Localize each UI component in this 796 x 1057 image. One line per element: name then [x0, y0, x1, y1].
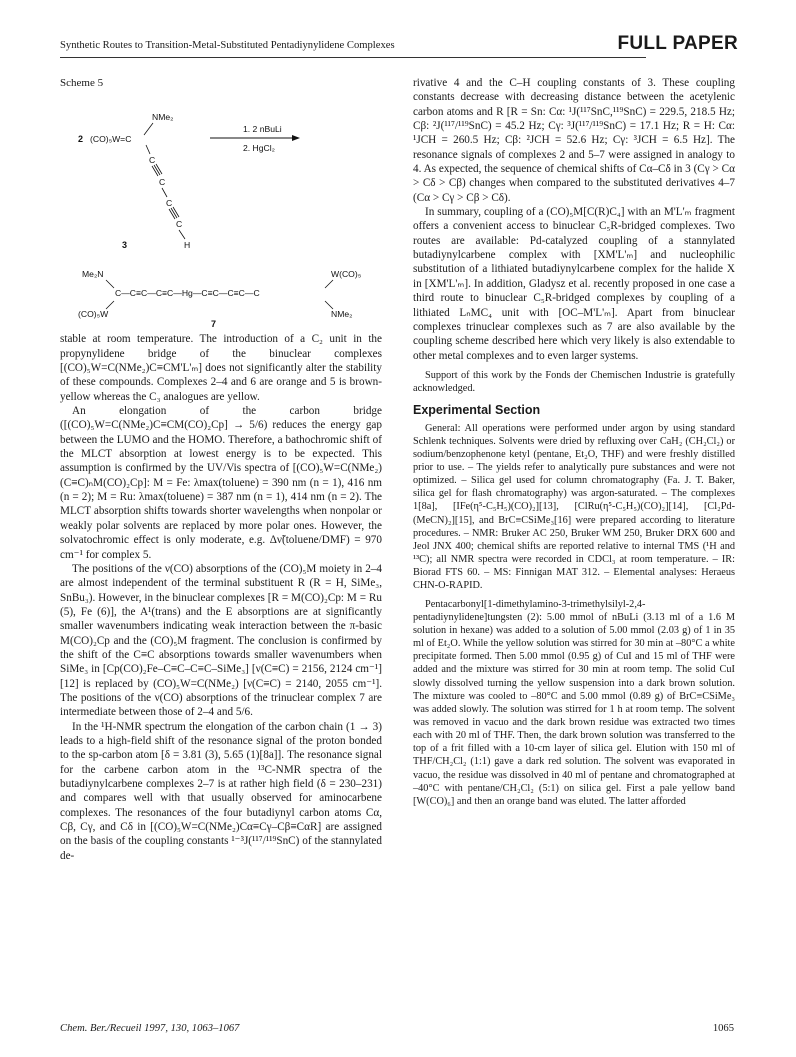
bond-2c	[156, 164, 162, 174]
reactant-nme2: NMe₂	[152, 112, 174, 123]
page-number: 1065	[712, 1023, 734, 1034]
product-left-w: (CO)₅W	[78, 309, 109, 320]
bond-2	[152, 166, 158, 176]
right-paragraph-2: In summary, coupling of a (CO)₅M[C(R)C₄] with an M'L'ₘ fragment offers a convenient access to binuclear C₅R-bridged complexes. Two routes are available: Pd-catalyzed coupling of a stannylated butadiynylcarbene complex with [XM'L'ₘ] and nucleophilic substitution of a lithiated butadiynylcarbene complex for the halide X in [XM'L'ₘ]. In addition, Gladysz et al. recently proposed in one case a third route to binuclear C₅R-bridged complexes by coupling of a lithiated LₙMC₄ unit with [OC–M'L'ₘ]. Apart from binuclear complexes trinuclear complexes such as 7 are also available by the coupling scheme described here which very likely is also extendable to other metal complexes and to even larger systems.	[413, 206, 735, 362]
product-right-w: W(CO)₅	[331, 269, 362, 280]
left-paragraph-4: In the ¹H-NMR spectrum the elongation of the carbon chain (1 → 3) leads to a high-field shift of the resonance signal of the proton bonded to the sp-carbon atom [δ = 3.81 (3), 5.65 (1)[8a]]. The resonance signal for the carbene carbon atom in the ¹³C-NMR spectra of the butadiynylcarbene complexes 2–7 is at rather high field (δ = 230–231) and compares well with that usually observed for aminocarbene complexes. The resonances of the four butadiynyl carbon atoms Cα, Cβ, Cγ, and Cδ in [(CO)₅W=C(NMe₂)Cα≡Cγ–Cβ≡CαR] are assigned on the basis of the coupling constants ¹⁻³J(¹¹⁷/¹¹⁹SnC) of the stannylated de-	[60, 720, 382, 862]
left-paragraph-2: An elongation of the carbon bridge ([(CO)₅W=C(NMe₂)C≡CM(CO)₂Cp] → 5/6) reduces the energy gap between the LUMO and the HOMO. Therefore, a bathochromic shift of the MLCT absorption at lowest energy is to be expected. This assumption is confirmed by the UV/Vis spectra of [(CO)₅W=C(NMe₂)(C≡C)ₙM(CO)₂Cp]: M = Fe: λmax(toluene) = 390 nm (n = 1), 416 nm (n = 2); M = Ru: λmax(toluene) = 387 nm (n = 1), 414 nm (n = 2). The MLCT absorption shifts towards shorter wavelengths when nonpolar or weakly polar solvents are replaced by more polar ones. However, the solvatochromic effect is only moderate, e.g. Δν̃(toluene/DMF) = 970 cm⁻¹ for complex 5.	[60, 405, 382, 561]
product-right-nme2: NMe₂	[331, 309, 353, 320]
chain-c1: C	[149, 155, 156, 166]
bond-4c	[173, 207, 179, 217]
scheme-5-figure	[60, 92, 382, 332]
bond-4	[169, 209, 175, 219]
left-paragraph-1: stable at room temperature. The introduction of a C₂ unit in the propynylidene bridge of the binuclear complexes [(CO)₅W=C(NMe₂)C≡CM'L'ₘ] does not significantly alter the stability of these compounds. Complexes 2–4 and 6 are orange and 5 is brown-yellow whereas the C₃ analogues are yellow.	[60, 333, 382, 403]
product-bond-w2	[325, 280, 333, 288]
reactant-formula: (CO)₅W=C	[90, 134, 132, 145]
journal-citation: Chem. Ber./Recueil 1997, 130, 1063–1067	[60, 1023, 240, 1034]
header-rule	[60, 57, 646, 58]
reagent-step-2: 2. HgCl₂	[243, 143, 275, 154]
chain-c2: C	[159, 177, 166, 188]
product-chain: C—C≡C—C≡C—Hg—C≡C—C≡C—C	[115, 288, 260, 299]
product-bond-w	[106, 301, 114, 309]
arrow-head	[292, 135, 300, 141]
experimental-general: General: All operations were performed under argon by using standard Schlenk techniques. Solvents were dried by refluxing over CaH₂ (CH₂Cl₂) or sodium/benzophenone ketyl (pentane, Et₂O, THF) and were freshly distilled prior to use. – The yields refer to analytically pure substances and were not optimized. – Silica gel used for column chromatography (Fa. J. T. Baker, silica gel for flash chromatography) was argon-saturated. – The complexes 1[8a], [IFe(η⁵-C₅H₅)(CO)₂][13], [ClRu(η⁵-C₅H₅)(CO)₂][14], [Cl₂Pd-(MeCN)₂][15], and BrC≡CSiMe₃[16] were prepared according to literature procedures. – NMR: Bruker AC 250, Bruker WM 250, Bruker DRX 600 and Jeol JNX 400; chemical shifts are reported relative to internal TMS (¹H and ¹³C); all NMR spectra were recorded in CDCl₃ at room temperature. – IR: Biorad FTS 60. – MS: Finnigan MAT 312. – Elemental analyses: Heraeus CHN-O-RAPID.	[413, 422, 735, 592]
compound-7-label: 7	[211, 319, 217, 330]
product-bond-n2	[325, 301, 333, 309]
running-title: Synthetic Routes to Transition-Metal-Substituted Pentadiynylidene Complexes	[60, 40, 395, 51]
bond-4b	[171, 208, 177, 218]
section-label: FULL PAPER	[617, 33, 738, 54]
scheme-label: Scheme 5	[60, 77, 104, 89]
left-paragraph-3: The positions of the ν(CO) absorptions of the (CO)₅M moiety in 2–4 are almost independent of the terminal substituent R (R = H, SiMe₃, SnBu₃). However, in the binuclear complexes [R = M(CO)₂Cp: M = Ru (5), Fe (6)], the A¹(trans) and the E absorptions are at significantly smaller wavenumbers indicating weak interaction between the π-basic M(CO)₂Cp and the (CO)₅M fragment. The conclusion is confirmed by the shift of the C≡C absorptions towards smaller wavenumbers when SiMe₃ in [Cp(CO)₂Fe–C≡C–C≡C–SiMe₃] [ν(C≡C) = 2156, 2124 cm⁻¹][12] is replaced by (CO)₅W=C(NMe₂) [ν(C≡C) = 2140, 2055 cm⁻¹]. The positions of the ν(CO) absorptions of the trinuclear complex 7 are intermediate between those of 2–4 and 5/6.	[60, 562, 382, 719]
chain-c4: C	[176, 219, 183, 230]
reagent-step-1: 1. 2 nBuLi	[243, 124, 282, 135]
experimental-heading: Experimental Section	[413, 403, 541, 418]
experimental-procedure: Pentacarbonyl[1-dimethylamino-3-trimethylsilyl-2,4-pentadiynylidene]tungsten (2): 5.00 mmol of nBuLi (3.13 ml of a 1.6 M solution in hexane) was added to a solution of 5.00 mmol (2.03 g) of 1 in 35 ml of Et₂O. While the yellow solution was stirred for 30 min at –80°C a white precipitate formed. Then 5.00 mmol (0.95 g) of CuI and 15 ml of THF were added and the mixture was stirred for 30 min at room temp. The solid CuI slowly dissolved turning the yellow suspension into a dark brown solution. The mixture was cooled to –80°C and 5.00 mmol (0.89 g) of BrC≡CSiMe₃ was added slowly. The solution was stirred for 1 h at room temp. The solvent was removed in vacuo and the dark brown residue was extracted two times each with 20 ml of THF. Then, the dark brown solution was transferred to the top of a frit filled with a 10-cm layer of silica gel. Elution with 150 ml of THF/CH₂Cl₂ (1:1) gave a dark red solution. The solvent was evaporated in vacuo, the residue was dissolved in 40 ml of pentane and chromatographed at –40°C with pentane/CH₂Cl₂ (5:1) on silica gel. First a pale yellow band [W(CO)₆] and then an orange band was eluted. The latter afforded	[413, 598, 735, 807]
compound-3-label: 3	[122, 240, 128, 251]
left-column	[60, 76, 382, 863]
product-bond-n	[106, 280, 114, 288]
right-paragraph-1: rivative 4 and the C–H coupling constants of 3. These coupling constants decrease with decreasing distance between the acetylenic carbon atoms and R [R = Sn: Cα: ¹J(¹¹⁷SnC,¹¹⁹SnC) = 229.5, 218.5 Hz; Cβ: ²J(¹¹⁷/¹¹⁹SnC) = 45.2 Hz; Cγ: ³J(¹¹⁷/¹¹⁹SnC) = 17.1 Hz; R = H: Cα: ¹JCH = 260.5 Hz; Cβ: ²JCH = 52.6 Hz; Cγ: ³JCH = 6.5 Hz]. The resonance signals of complexes 2 and 5–7 were assigned in analogy to 4. As expected, the sequence of chemical shifts of Cα–Cδ in 3 (Cγ > Cα > Cδ > Cβ) changes when compared to the substituted derivatives 4–7 (Cα > Cγ > Cβ > Cδ).	[413, 77, 735, 204]
reactant-number: 2	[78, 134, 84, 145]
bond-3	[162, 188, 167, 197]
acknowledgement: Support of this work by the Fonds der Chemischen Industrie is gratefully acknowledged.	[413, 369, 735, 395]
bond-1	[146, 145, 150, 154]
bond-2b	[154, 165, 160, 175]
right-column	[413, 76, 735, 808]
product-left-nme2: Me₂N	[82, 269, 104, 280]
bond-5	[179, 230, 185, 239]
chain-c3: C	[166, 198, 173, 209]
chain-h: H	[184, 240, 191, 251]
bond-c-n	[144, 123, 153, 135]
